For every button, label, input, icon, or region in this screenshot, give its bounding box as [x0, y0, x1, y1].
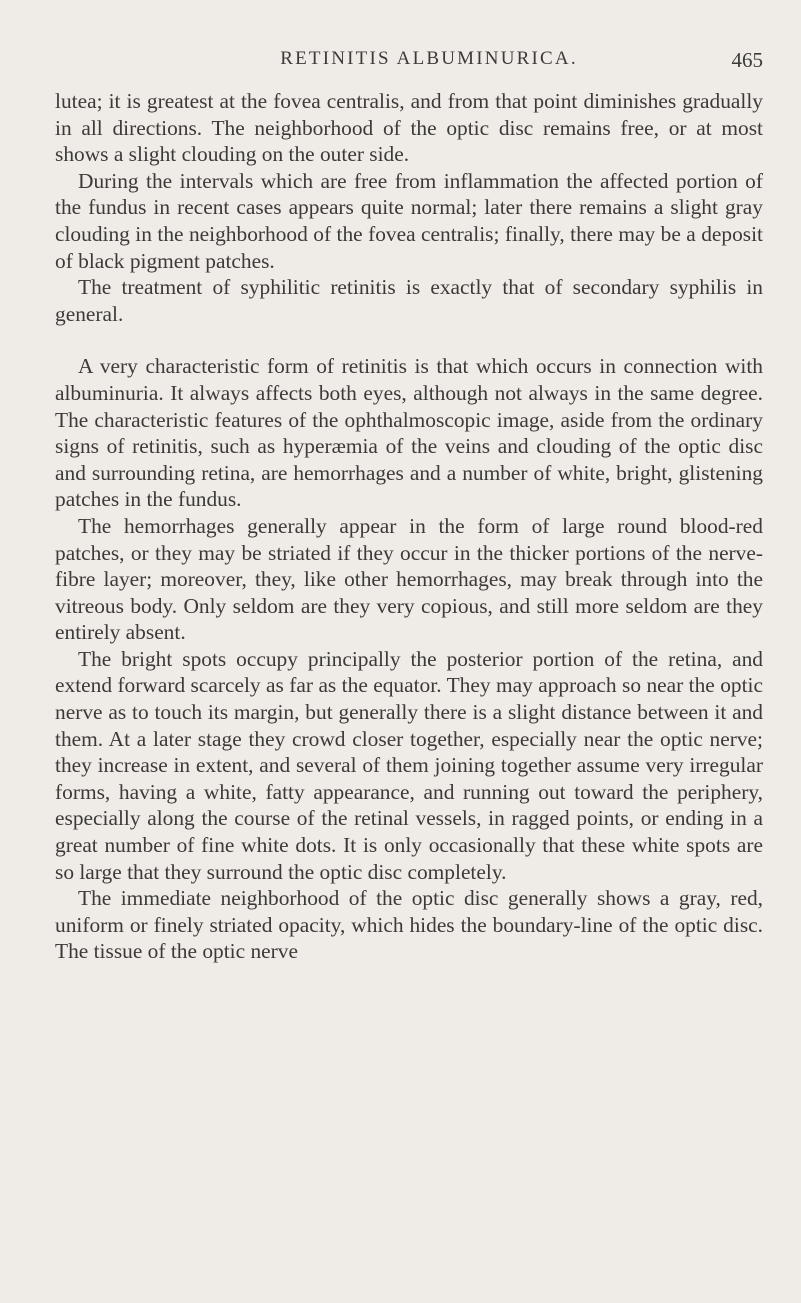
paragraph-treatment: The treatment of syphilitic retinitis is exactly that of secondary syphilis in general.	[55, 275, 763, 326]
paragraph-continued: lutea; it is greatest at the fovea centralis, and from that point diminishes gradually in all directions. The neighborhood of the optic disc remains free, or at most shows a slight clouding on the outer side.	[55, 89, 763, 167]
paragraph-intervals: During the intervals which are free from inflammation the affected portion of the fundus in recent cases appears quite normal; later there remains a slight gray clouding in the neighborhood of the fovea centralis; finally, there may be a deposit of black pigment patches.	[55, 168, 763, 273]
paragraph-bright-spots: The bright spots occupy principally the posterior portion of the retina, and extend forward scarcely as far as the equator. They may approach so near the optic nerve as to touch its margin, but generally there is a slight distance between it and them. At a later stage they crowd closer together, especially near the optic nerve; they increase in extent, and several of them joining together assume very irregular forms, having a white, fatty appearance, and running out toward the periphery, especially along the course of the retinal vessels, in ragged points, or ending in a great number of fine white dots. It is only occasionally that these white spots are so large that they surround the optic disc completely.	[55, 646, 763, 884]
paragraph-albuminuria: A very characteristic form of retinitis is that which occurs in connection with albuminuria. It always affects both eyes, although not always in the same degree. The characteristic features of the ophthalmoscopic image, aside from the ordinary signs of retinitis, such as hyperæmia of the veins and clouding of the optic disc and surrounding retina, are hemorrhages and a number of white, bright, glistening patches in the fundus.	[55, 354, 763, 512]
paragraph-optic-disc: The immediate neighborhood of the optic disc generally shows a gray, red, uniform or finely striated opacity, which hides the boundary-line of the optic disc. The tissue of the optic nerve	[55, 886, 763, 964]
page-number: 465	[731, 48, 763, 72]
paragraph-hemorrhages: The hemorrhages generally appear in the form of large round blood-red patches, or they may be striated if they occur in the thicker portions of the nerve-fibre layer; moreover, they, like other hemorrhages, may break through into the vitreous body. Only seldom are they very copious, and still more seldom are they entirely absent.	[55, 513, 763, 645]
running-title: RETINITIS ALBUMINURICA.	[280, 48, 578, 69]
body-text	[55, 88, 763, 965]
running-head	[55, 48, 763, 78]
